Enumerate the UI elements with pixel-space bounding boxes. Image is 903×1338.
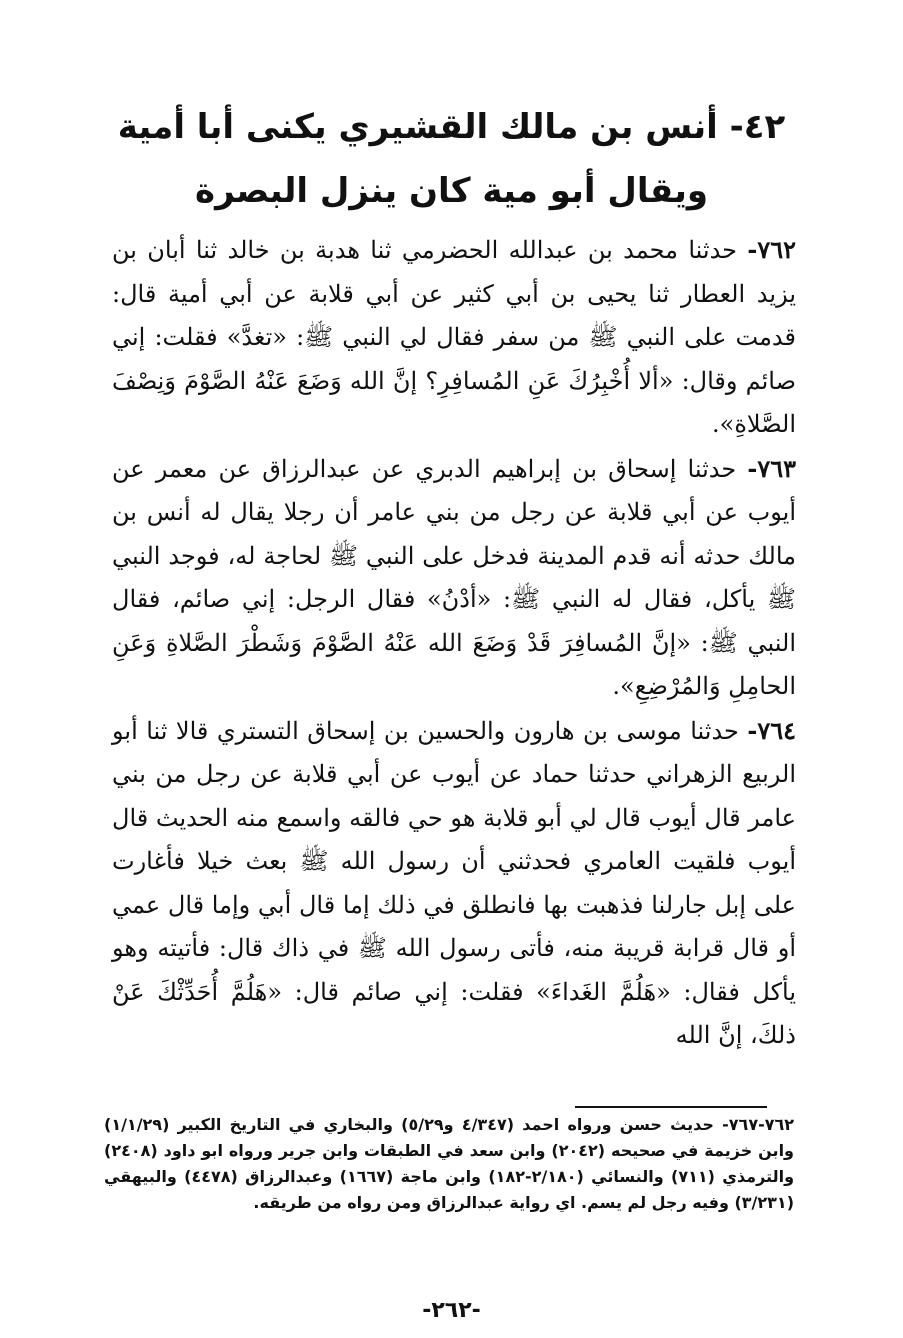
main-text	[112, 228, 796, 1058]
hadith-text: حدثنا موسى بن هارون والحسين بن إسحاق التستري قالا ثنا أبو الربيع الزهراني حدثنا حماد عن أيوب عن أبي قلابة عن رجل من بني عامر قال أيوب قال لي أبو قلابة هو حي فالقه واسمع منه الحديث قال أيوب فلقيت العامري فحدثني أن رسول الله ﷺ بعث خيلا فأغارت على إبل جارلنا فذهبت بها فانطلق في ذلك إما قال أبي وإما قال عمي أو قال قرابة قريبة منه، فأتى رسول الله ﷺ في ذاك قال: فأتيته وهو يأكل فقال: «هَلُمَّ الغَداءَ» فقلت: إني صائم قال: «هَلُمَّ أُحَدِّثْكَ عَنْ ذلكَ، إنَّ الله	[112, 716, 796, 1049]
hadith-text: حدثنا إسحاق بن إبراهيم الدبري عن عبدالرزاق عن معمر عن أيوب عن أبي قلابة عن رجل من بني عامر أن رجلا يقال له أنس بن مالك حدثه أنه قدم المدينة فدخل على النبي ﷺ لحاجة له، فوجد النبي ﷺ يأكل، فقال له النبي ﷺ: «أدْنُ» فقال الرجل: إني صائم، فقال النبي ﷺ: «إنَّ المُسافِرَ قَدْ وَضَعَ الله عَنْهُ الصَّوْمَ وَشَطْرَ الصَّلاةِ وَعَنِ الحامِلِ وَالمُرْضِعِ».	[112, 454, 796, 700]
page-number: -٢٦٢-	[422, 1298, 481, 1323]
hadith-number: ٧٦٢-	[747, 235, 796, 264]
hadith-text: حدثنا محمد بن عبدالله الحضرمي ثنا هدبة بن خالد ثنا أبان بن يزيد العطار ثنا يحيى بن أبي كثير عن أبي قلابة عن أبي أمية قال: قدمت على النبي ﷺ من سفر فقال لي النبي ﷺ: «تغدَّ» فقلت: إني صائم وقال: «ألا أُخْبِرُكَ عَنِ المُسافِرِ؟ إنَّ الله وَضَعَ عَنْهُ الصَّوْمَ وَنِصْفَ الصَّلاةِ».	[112, 236, 796, 438]
hadith-paragraph	[112, 447, 796, 709]
footnote-divider	[575, 1106, 767, 1108]
hadith-number: ٧٦٤-	[747, 715, 796, 745]
chapter-heading	[100, 95, 803, 223]
footnotes	[104, 1112, 794, 1216]
chapter-title-line-2: ويقال أبو مية كان ينزل البصرة	[195, 171, 708, 211]
chapter-title-line-1: ٤٢- أنس بن مالك القشيري يكنى أبا أمية	[117, 107, 786, 147]
hadith-number: ٧٦٣-	[747, 453, 796, 483]
footnote-text: ٧٦٢-٧٦٧- حديث حسن ورواه احمد (٤/٣٤٧ و٥/٢٩) والبخاري في التاريخ الكبير (١/١/٢٩) وابن خزيمة في صحيحه (٢٠٤٢) وابن سعد في الطبقات وابن جرير ورواه ابو داود (٢٤٠٨) والترمذي (٧١١) والنسائي (٢/١٨٠-١٨٢) وابن ماجة (١٦٦٧) وعبدالرزاق (٤٤٧٨) والبيهقي (٣/٢٣١) وفيه رجل لم يسم. اي رواية عبدالرزاق ومن رواه من طريقه.	[104, 1115, 795, 1212]
hadith-paragraph	[112, 228, 796, 447]
hadith-paragraph	[112, 709, 796, 1058]
